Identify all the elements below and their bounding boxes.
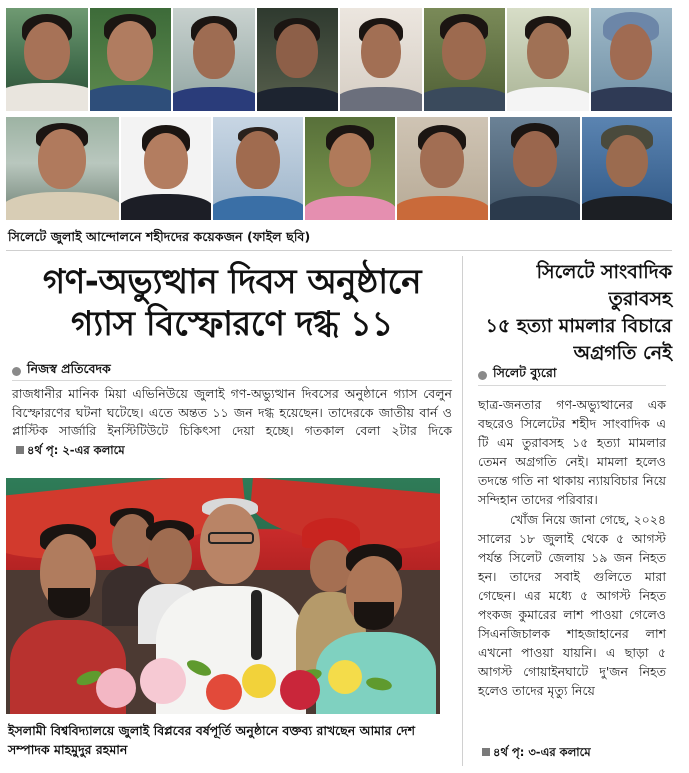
photo-caption: সিলেটে জুলাই আন্দোলনে শহীদদের কয়েকজন (ফাইল ছবি) xyxy=(8,229,311,244)
side-paragraph-2: খোঁজ নিয়ে জানা গেছে, ২০২৪ সালের ১৮ জুলাই থেকে ৫ আগস্ট পর্যন্ত সিলেট জেলায় ১৯ জন নিহত হন। তাদের সবাই গুলিতে মারা গেছেন। এর মধ্যে ৫ আগস্ট নিহত পংকজ কুমারের লাশ পাওয়া গেলেও সিএনজিচালক শাহজাহানের লাশ এখনো পাওয়া যায়নি। এ ছাড়া ৫ আগস্ট গোয়াইনঘাটে দু'জন নিহত হলেও তাদের মৃত্যু নিয়ে xyxy=(478,511,666,699)
headline-line-2: গ্যাস বিস্ফোরণে দগ্ধ ১১ xyxy=(71,304,393,344)
byline-text: সিলেট ব্যুরো xyxy=(493,365,557,380)
portrait-photo xyxy=(397,117,487,220)
portrait-photo xyxy=(582,117,672,220)
side-byline xyxy=(478,365,556,385)
martyrs-photo-grid xyxy=(6,8,672,220)
portrait-photo xyxy=(121,117,211,220)
continue-link[interactable] xyxy=(12,443,125,457)
continue-text: ৪র্থ পৃ: ২-এর কলামে xyxy=(27,442,125,457)
headline-line-1: গণ-অভ্যুত্থান দিবস অনুষ্ঠানে xyxy=(42,262,422,302)
portrait-photo xyxy=(305,117,395,220)
side-paragraph-1: ছাত্র-জনতার গণ-অভ্যুত্থানের এক বছরেও সিলেটের শহীদ সাংবাদিক এ টি এম তুরাবসহ ১৫ হত্যা মামলার তেমন অগ্রগতি নেই। মামলা হলেও তদন্তে গতি না থাকায় ন্যায়বিচার নিয়ে সন্দিহান তাদের পরিবার। xyxy=(478,397,666,508)
portrait-photo xyxy=(6,8,88,111)
portrait-photo xyxy=(340,8,422,111)
photo-row-2 xyxy=(6,117,672,220)
bullet-icon xyxy=(12,367,21,376)
event-photo-caption: ইসলামী বিশ্ববিদ্যালয়ে জুলাই বিপ্লবের বর্ষপূর্তি অনুষ্ঠানে বক্তব্য রাখছেন আমার দেশ সম্পাদক মাহমুদুর রহমান xyxy=(8,723,415,757)
bullet-icon xyxy=(478,371,487,380)
portrait-photo xyxy=(490,117,580,220)
side-headline-line-2: ১৫ হত্যা মামলার বিচারে xyxy=(485,315,672,337)
portrait-photo xyxy=(257,8,339,111)
divider xyxy=(12,380,452,381)
side-headline[interactable] xyxy=(472,259,672,367)
portrait-photo xyxy=(213,117,303,220)
main-byline xyxy=(12,361,111,381)
portrait-photo xyxy=(424,8,506,111)
body-text: রাজধানীর মানিক মিয়া এভিনিউয়ে জুলাই গণ-অভ্যুত্থান দিবসের অনুষ্ঠানে গ্যাস বেলুন বিস্ফোরণের ঘটনা ঘটেছে। এতে অন্তত ১১ জন দগ্ধ হয়েছেন। তাদেরকে জাতীয় বার্ন ও প্লাস্টিক সার্জারি ইনস্টিটিউটে চিকিৎসা দেয়া হচ্ছে। গতকাল বেলা ২টার দিকে xyxy=(12,386,452,438)
divider xyxy=(6,250,672,251)
main-headline[interactable] xyxy=(12,262,452,346)
column-divider xyxy=(462,256,463,766)
portrait-photo xyxy=(173,8,255,111)
square-bullet-icon xyxy=(482,748,490,756)
portrait-photo xyxy=(6,117,119,220)
portrait-photo xyxy=(591,8,673,111)
byline-text: নিজস্ব প্রতিবেদক xyxy=(27,361,111,376)
divider xyxy=(478,385,666,386)
side-headline-line-3: অগ্রগতি নেই xyxy=(573,342,672,364)
side-continue-link[interactable] xyxy=(478,744,591,763)
portrait-photo xyxy=(507,8,589,111)
main-story-body xyxy=(12,385,452,459)
side-story-body xyxy=(478,395,666,701)
portrait-photo xyxy=(90,8,172,111)
photo-row-1 xyxy=(6,8,672,111)
square-bullet-icon xyxy=(16,446,24,454)
continue-text: ৪র্থ পৃ: ৩-এর কলামে xyxy=(493,745,591,759)
side-headline-line-1: সিলেটে সাংবাদিক তুরাবসহ xyxy=(536,261,672,310)
flower-bouquet xyxy=(66,648,396,714)
